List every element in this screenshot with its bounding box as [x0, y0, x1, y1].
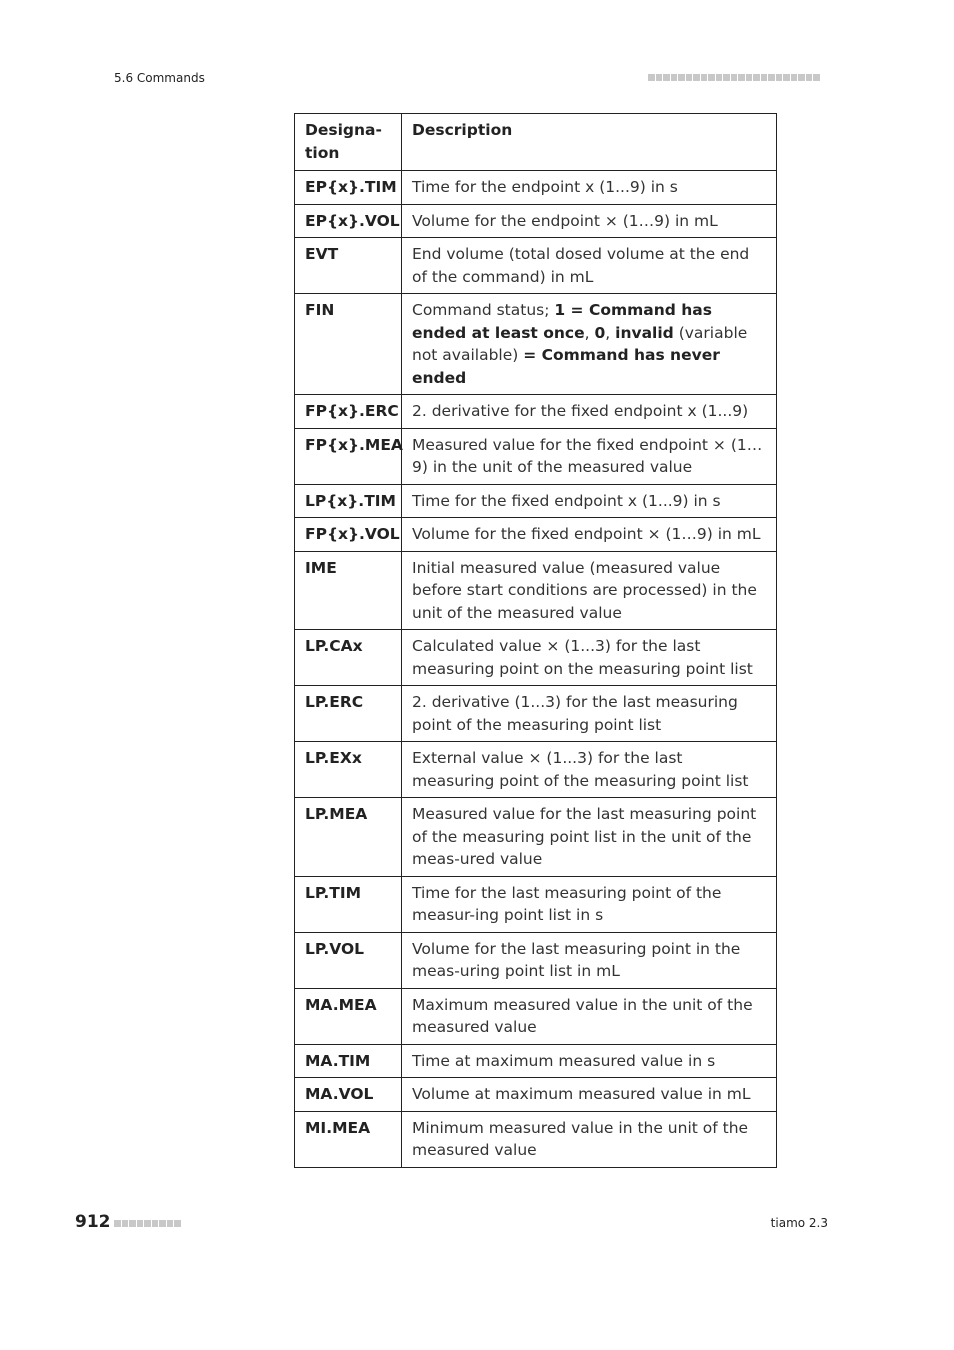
column-header-designation: [295, 114, 402, 171]
table-row: [295, 518, 777, 552]
fin-desc-bold: invalid: [615, 323, 674, 342]
row-description: Minimum measured value in the unit of the measured value: [402, 1111, 777, 1167]
table-row: [295, 742, 777, 798]
column-header-designation-line1: Designa-: [305, 121, 382, 139]
table-row: [295, 988, 777, 1044]
page-number: 912: [75, 1212, 111, 1232]
table-row: [295, 630, 777, 686]
table-row: [295, 395, 777, 429]
row-description: End volume (total dosed volume at the end of the command) in mL: [402, 238, 777, 294]
row-description: Volume for the fixed endpoint × (1…9) in mL: [402, 518, 777, 552]
header-dot-rule: [648, 74, 820, 81]
row-description: 2. derivative for the fixed endpoint x (1...9): [402, 395, 777, 429]
row-designation: LP.EXx: [295, 742, 402, 798]
fin-desc-bold: = Command has never ended: [412, 346, 720, 387]
fin-desc-part: (variable not available): [412, 323, 748, 364]
fin-desc-part: ,: [605, 323, 616, 342]
row-designation: FIN: [295, 294, 402, 395]
table-row: [295, 294, 777, 395]
row-designation: FP{x}.MEA: [295, 428, 402, 484]
row-designation: MA.VOL: [295, 1078, 402, 1112]
fin-desc-bold: 0: [594, 323, 606, 342]
table-row: [295, 428, 777, 484]
row-designation: EP{x}.VOL: [295, 204, 402, 238]
table-row: [295, 204, 777, 238]
row-designation: LP.MEA: [295, 798, 402, 877]
row-description: [402, 294, 777, 395]
row-description: Time for the last measuring point of the measur-ing point list in s: [402, 876, 777, 932]
row-designation: FP{x}.ERC: [295, 395, 402, 429]
row-description: External value × (1...3) for the last measuring point of the measuring point list: [402, 742, 777, 798]
table-row: [295, 171, 777, 205]
column-header-description: Description: [402, 114, 777, 171]
row-designation: LP{x}.TIM: [295, 484, 402, 518]
table-row: [295, 238, 777, 294]
table-row: [295, 551, 777, 630]
row-description: Time for the endpoint x (1...9) in s: [402, 171, 777, 205]
row-designation: LP.TIM: [295, 876, 402, 932]
row-designation: MI.MEA: [295, 1111, 402, 1167]
row-designation: LP.CAx: [295, 630, 402, 686]
row-description: Measured value for the last measuring point of the measuring point list in the unit of the meas-ured value: [402, 798, 777, 877]
table-header-row: [295, 114, 777, 171]
row-designation: EP{x}.TIM: [295, 171, 402, 205]
row-designation: IME: [295, 551, 402, 630]
table-row: [295, 1111, 777, 1167]
table-row: [295, 876, 777, 932]
row-designation: MA.MEA: [295, 988, 402, 1044]
row-designation: LP.ERC: [295, 686, 402, 742]
fin-desc-bold: 1 = Command has ended at least once: [412, 301, 712, 342]
row-description: Initial measured value (measured value before start conditions are processed) in the unit of the measured value: [402, 551, 777, 630]
row-description: Calculated value × (1...3) for the last measuring point on the measuring point list: [402, 630, 777, 686]
footer-dot-rule: [114, 1220, 181, 1227]
row-designation: FP{x}.VOL: [295, 518, 402, 552]
table-row: [295, 1078, 777, 1112]
table-row: [295, 484, 777, 518]
row-description: Volume at maximum measured value in mL: [402, 1078, 777, 1112]
row-description: Measured value for the fixed endpoint × (1…9) in the unit of the measured value: [402, 428, 777, 484]
row-description: Maximum measured value in the unit of the measured value: [402, 988, 777, 1044]
column-header-designation-line2: tion: [305, 143, 340, 162]
row-description: Volume for the endpoint × (1…9) in mL: [402, 204, 777, 238]
row-designation: EVT: [295, 238, 402, 294]
row-designation: LP.VOL: [295, 932, 402, 988]
table-row: [295, 686, 777, 742]
row-description: Volume for the last measuring point in the meas-uring point list in mL: [402, 932, 777, 988]
table-row: [295, 1044, 777, 1078]
running-header-section: 5.6 Commands: [114, 71, 205, 85]
row-description: Time for the fixed endpoint x (1...9) in s: [402, 484, 777, 518]
row-designation: MA.TIM: [295, 1044, 402, 1078]
table-row: [295, 932, 777, 988]
fin-desc-part: ,: [584, 323, 595, 342]
variables-table: [294, 113, 777, 1168]
product-version: tiamo 2.3: [770, 1216, 828, 1230]
row-description: Time at maximum measured value in s: [402, 1044, 777, 1078]
table-row: [295, 798, 777, 877]
fin-desc-part: Command status;: [412, 301, 555, 319]
row-description: 2. derivative (1...3) for the last measuring point of the measuring point list: [402, 686, 777, 742]
